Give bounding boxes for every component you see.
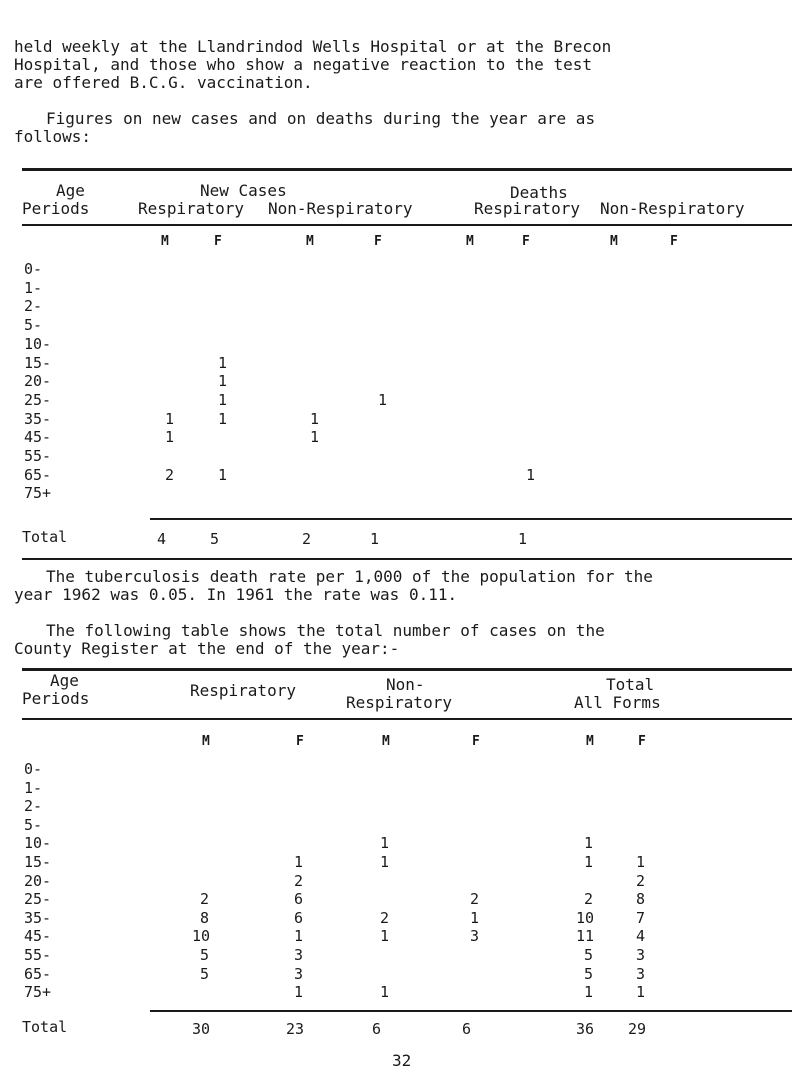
t1-header-nonresp-1: Non-Respiratory xyxy=(268,199,413,218)
t2-total-label: Total xyxy=(22,1018,68,1036)
total-cell: 6 xyxy=(462,1020,472,1038)
intro-line-2: Hospital, and those who show a negative reaction to the test xyxy=(14,55,592,74)
t1-header-resp-2: Respiratory xyxy=(474,199,580,218)
t1-header-age: Age xyxy=(56,181,85,200)
sex-header-cell: F xyxy=(214,234,222,249)
age-period-label: 35- xyxy=(24,908,52,927)
t1-header-resp-1: Respiratory xyxy=(138,199,244,218)
page-number: 32 xyxy=(392,1051,412,1070)
table-cell: 1 xyxy=(165,409,175,428)
age-period-label: 15- xyxy=(24,353,52,372)
total-cell: 29 xyxy=(628,1020,647,1038)
t1-total-label: Total xyxy=(22,528,68,546)
table-cell: 2 xyxy=(636,871,646,890)
table-cell: 1 xyxy=(310,428,320,447)
t2-header-non: Non- xyxy=(386,675,425,694)
table-cell: 1 xyxy=(584,853,594,871)
table-cell: 1 xyxy=(294,927,304,946)
table-cell: 1 xyxy=(310,409,320,428)
age-period-label: 20- xyxy=(24,871,52,890)
table-cell: 1 xyxy=(218,372,228,391)
sex-header-cell: F xyxy=(472,734,480,749)
total-cell: 30 xyxy=(192,1020,211,1038)
age-period-label: 5- xyxy=(24,815,43,834)
table-cell: 1 xyxy=(294,983,304,1002)
table-cell: 1 xyxy=(218,390,228,409)
rate-line-1: The tuberculosis death rate per 1,000 of the population for the xyxy=(46,567,653,586)
sex-header-cell: F xyxy=(638,734,646,749)
table-cell: 10 xyxy=(576,908,595,927)
total-cell: 6 xyxy=(372,1020,382,1038)
t1-header-deaths: Deaths xyxy=(510,183,568,202)
sex-header-cell: F xyxy=(522,234,530,249)
age-period-label: 1- xyxy=(24,278,43,297)
sex-header-cell: M xyxy=(202,734,210,749)
age-period-label: 0- xyxy=(24,760,43,778)
table-cell: 2 xyxy=(584,890,594,909)
table-cell: 3 xyxy=(636,946,646,964)
table-cell: 8 xyxy=(200,908,210,927)
table-cell: 1 xyxy=(378,390,388,409)
table-cell: 5 xyxy=(584,946,594,964)
t2-header-age: Age xyxy=(50,671,79,690)
table-cell: 1 xyxy=(218,409,228,428)
t1-header-new-cases: New Cases xyxy=(200,181,287,200)
sex-header-cell: F xyxy=(374,234,382,249)
figures-intro-line-1: Figures on new cases and on deaths during the year are as xyxy=(46,109,596,128)
table-cell: 2 xyxy=(294,871,304,890)
sex-header-cell: M xyxy=(161,234,169,249)
t1-header-nonresp-2: Non-Respiratory xyxy=(600,199,745,218)
total-cell: 23 xyxy=(286,1020,305,1038)
table-cell: 8 xyxy=(636,890,646,909)
table2-header-rule xyxy=(22,718,792,720)
table1-bottom-rule xyxy=(22,558,792,560)
table-cell: 10 xyxy=(192,927,211,946)
age-period-label: 35- xyxy=(24,409,52,428)
register-line-1: The following table shows the total number of cases on the xyxy=(46,621,605,640)
age-period-label: 2- xyxy=(24,297,43,316)
register-line-2: County Register at the end of the year:- xyxy=(14,639,400,658)
age-period-label: 1- xyxy=(24,778,43,797)
table-cell: 1 xyxy=(584,983,594,1002)
age-period-label: 10- xyxy=(24,834,52,853)
table-cell: 3 xyxy=(470,927,480,946)
age-period-label: 55- xyxy=(24,447,52,465)
sex-header-cell: M xyxy=(382,734,390,749)
table-cell: 5 xyxy=(584,964,594,983)
total-cell: 4 xyxy=(157,530,167,548)
t1-header-periods: Periods xyxy=(22,199,90,218)
age-period-label: 10- xyxy=(24,334,52,353)
t2-header-periods: Periods xyxy=(22,689,90,708)
age-period-label: 45- xyxy=(24,927,52,946)
age-period-label: 5- xyxy=(24,316,43,335)
table-cell: 1 xyxy=(470,908,480,927)
table-cell: 1 xyxy=(636,983,646,1002)
table-cell: 1 xyxy=(165,428,175,447)
sex-header-cell: M xyxy=(586,734,594,749)
sex-header-cell: M xyxy=(306,234,314,249)
total-cell: 36 xyxy=(576,1020,595,1038)
age-period-label: 25- xyxy=(24,890,52,909)
table-cell: 1 xyxy=(636,853,646,871)
table-cell: 1 xyxy=(218,353,228,372)
age-period-label: 55- xyxy=(24,946,52,964)
sex-header-cell: M xyxy=(466,234,474,249)
table-cell: 11 xyxy=(576,927,595,946)
total-cell: 2 xyxy=(302,530,312,548)
table-cell: 1 xyxy=(526,465,536,484)
age-period-label: 45- xyxy=(24,428,52,447)
table-cell: 5 xyxy=(200,946,210,964)
table-cell: 1 xyxy=(380,853,390,871)
sex-header-cell: M xyxy=(610,234,618,249)
table-cell: 1 xyxy=(380,983,390,1002)
sex-header-cell: F xyxy=(296,734,304,749)
table2-total-rule xyxy=(150,1010,792,1012)
age-period-label: 75+ xyxy=(24,484,52,503)
table-cell: 1 xyxy=(584,834,594,853)
table-cell: 5 xyxy=(200,964,210,983)
table-cell: 1 xyxy=(380,927,390,946)
t2-header-all-forms: All Forms xyxy=(574,693,661,712)
total-cell: 1 xyxy=(518,530,528,548)
age-period-label: 20- xyxy=(24,372,52,391)
table1-total-rule xyxy=(150,518,792,520)
table-cell: 2 xyxy=(200,890,210,909)
age-period-label: 25- xyxy=(24,390,52,409)
table-cell: 4 xyxy=(636,927,646,946)
t2-header-respiratory: Respiratory xyxy=(190,681,296,700)
sex-header-cell: F xyxy=(670,234,678,249)
table-cell: 2 xyxy=(380,908,390,927)
table-cell: 3 xyxy=(636,964,646,983)
intro-line-3: are offered B.C.G. vaccination. xyxy=(14,73,313,92)
table-cell: 1 xyxy=(294,853,304,871)
table-cell: 6 xyxy=(294,908,304,927)
table1-header-rule xyxy=(22,224,792,226)
age-period-label: 15- xyxy=(24,853,52,871)
table-cell: 3 xyxy=(294,964,304,983)
table-cell: 6 xyxy=(294,890,304,909)
age-period-label: 65- xyxy=(24,465,52,484)
table-cell: 2 xyxy=(470,890,480,909)
intro-line-1: held weekly at the Llandrindod Wells Hospital or at the Brecon xyxy=(14,37,612,56)
rate-line-2: year 1962 was 0.05. In 1961 the rate was 0.11. xyxy=(14,585,458,604)
age-period-label: 0- xyxy=(24,260,43,278)
age-period-label: 65- xyxy=(24,964,52,983)
table-cell: 7 xyxy=(636,908,646,927)
figures-intro-line-2: follows: xyxy=(14,127,92,146)
table2-top-rule xyxy=(22,668,792,671)
age-period-label: 75+ xyxy=(24,983,52,1002)
table-cell: 3 xyxy=(294,946,304,964)
table-cell: 2 xyxy=(165,465,175,484)
table1-top-rule xyxy=(22,168,792,171)
table-cell: 1 xyxy=(380,834,390,853)
t2-header-total: Total xyxy=(606,675,655,694)
age-period-label: 2- xyxy=(24,797,43,816)
total-cell: 1 xyxy=(370,530,380,548)
table-cell: 1 xyxy=(218,465,228,484)
total-cell: 5 xyxy=(210,530,220,548)
t2-header-respiratory-2: Respiratory xyxy=(346,693,452,712)
